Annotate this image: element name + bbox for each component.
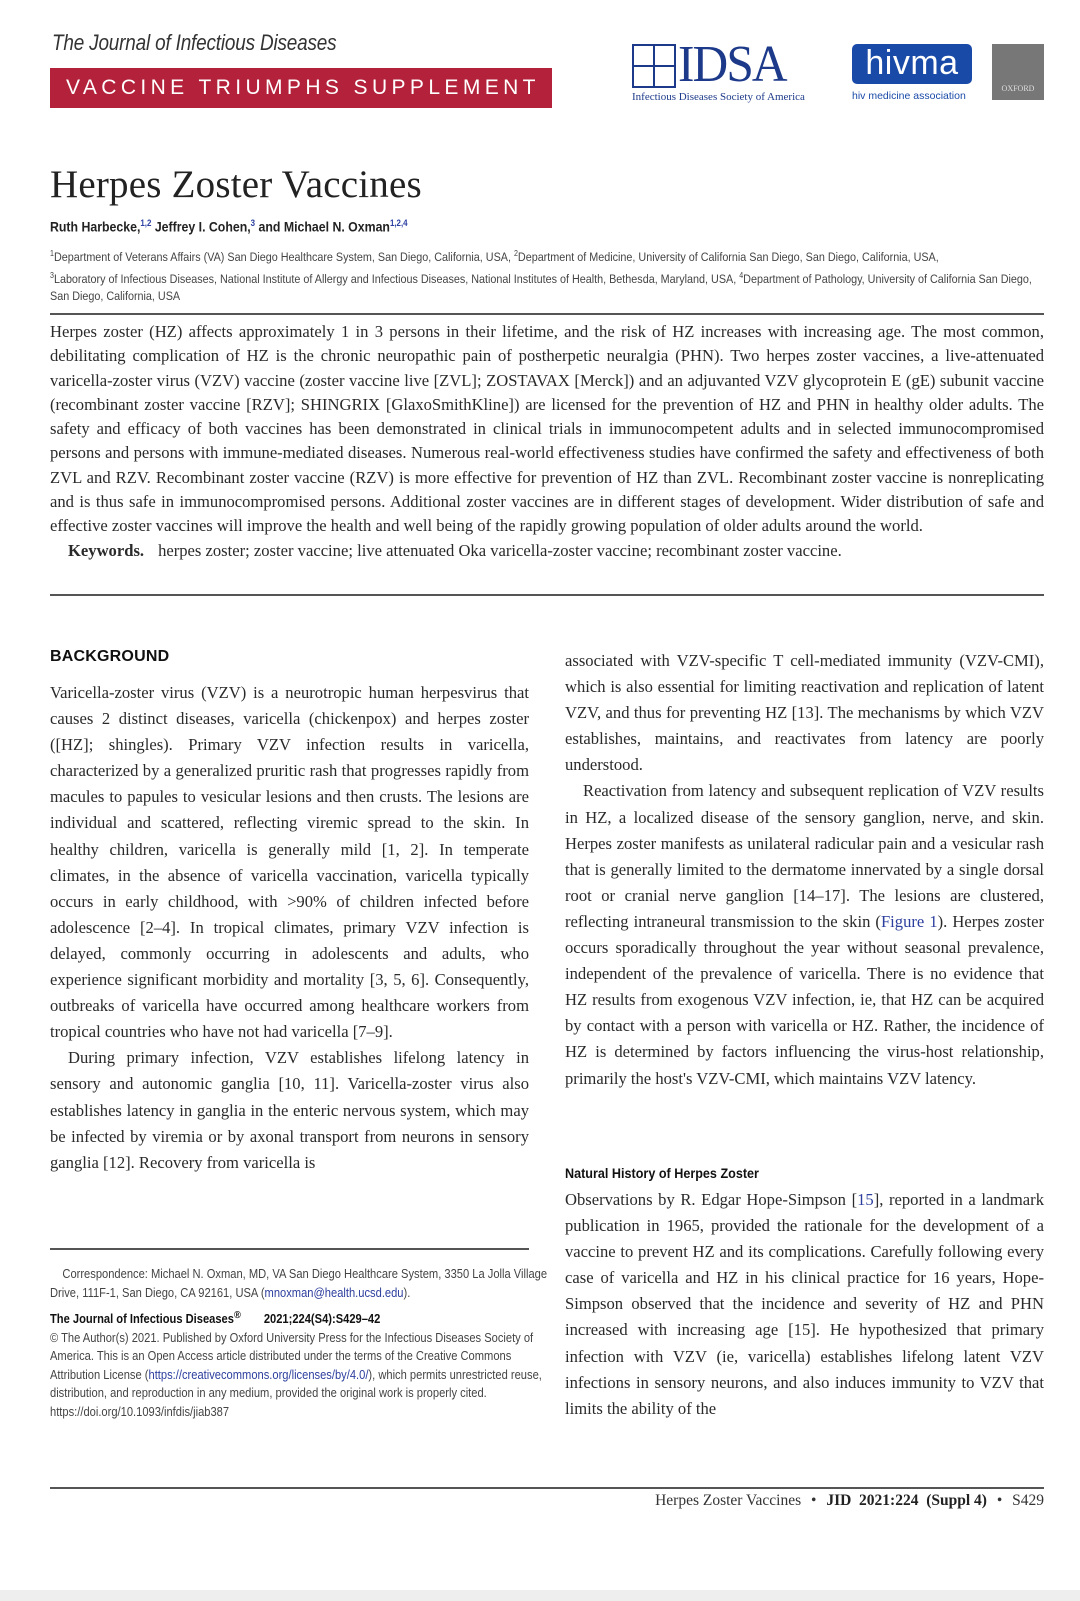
running-title: Herpes Zoster Vaccines bbox=[655, 1492, 802, 1509]
idsa-logo bbox=[632, 36, 842, 106]
correspondence-end: ). bbox=[403, 1285, 411, 1300]
affiliations bbox=[50, 245, 1041, 306]
license-link[interactable]: https://creativecommons.org/licenses/by/4.0/ bbox=[148, 1367, 369, 1382]
copyright-end: ), which permits unrestricted reuse, distribution, and reproduction in any medium, provided the original work is properly cited. bbox=[50, 1367, 542, 1401]
subsection-heading: Natural History of Herpes Zoster bbox=[565, 1165, 759, 1181]
journal-name: The Journal of Infectious Diseases bbox=[52, 30, 337, 55]
affiliation: Department of Veterans Affairs (VA) San Diego Healthcare System, San Diego, California, USA, bbox=[53, 250, 514, 265]
abstract-text: Herpes zoster (HZ) affects approximately 1 in 3 persons in their lifetime, and the risk of HZ increases with increasing age. The most common, debilitating complication of HZ is the chronic neuropathic pain of postherpetic neuralgia (PHN). Two herpes zoster vaccines, a live-attenuated varicella-zoster virus (VZV) vaccine (zoster vaccine live [ZVL]; ZOSTAVAX [Merck]) and an adjuvanted VZV glycoprotein E (gE) subunit vaccine (recombinant zoster vaccine [RZV]; SHINGRIX [GlaxoSmithKline]) are licensed for the prevention of HZ and PHN in healthy older adults. The safety and efficacy of both vaccines has been demonstrated in clinical trials in immunocompetent adults and in selected immunocompromised persons and persons with immune-mediated diseases. Numerous real-world effectiveness studies have confirmed the safety and effectiveness of both ZVL and RZV. Recombinant zoster vaccine (RZV) is more effective for prevention of HZ than ZVL. Recombinant zoster vaccine is nonreplicating and is thus safe in immunocompromised persons. Additional zoster vaccines are in different stages of development. Wider distribution of safe and effective zoster vaccines will improve the health and well being of the rapidly growing population of older adults around the world. bbox=[50, 322, 1044, 536]
paragraph-text: Reactivation from latency and subsequent replication of VZV results in HZ, a localized disease of the sensory ganglion, nerve, and skin. Herpes zoster manifests as unilateral radicular pain and a vesicular rash that is generally limited to the dermatome innervated by a single dorsal root or cranial nerve ganglion [14–17]. The lesions are clustered, reflecting intraneural transmission to the skin ( bbox=[565, 781, 1044, 931]
paragraph bbox=[565, 1187, 1044, 1422]
affiliation-sup: 2 bbox=[513, 249, 518, 258]
email-link[interactable]: mnoxman@health.ucsd.edu bbox=[264, 1285, 404, 1300]
idsa-subtitle: Infectious Diseases Society of America bbox=[632, 91, 805, 103]
hivma-letters: hivma bbox=[852, 44, 972, 84]
divider bbox=[50, 594, 1044, 596]
affiliation: Department of Medicine, University of California San Diego, San Diego, California, USA, bbox=[517, 250, 939, 265]
supplement-banner: VACCINE TRIUMPHS SUPPLEMENT bbox=[50, 68, 552, 108]
author-name: Jeffrey I. Cohen, bbox=[154, 218, 251, 235]
idsa-letters: IDSA bbox=[678, 36, 786, 93]
footer-divider bbox=[50, 1487, 1044, 1489]
divider bbox=[50, 313, 1044, 315]
keywords-label: Keywords. bbox=[68, 540, 145, 560]
article-title: Herpes Zoster Vaccines bbox=[50, 163, 422, 206]
doi-link[interactable]: https://doi.org/10.1093/infdis/jiab387 bbox=[50, 1404, 230, 1419]
hivma-subtitle: hiv medicine association bbox=[852, 90, 966, 102]
copyright-block bbox=[50, 1306, 558, 1421]
journal-name-footnote: The Journal of Infectious Diseases bbox=[50, 1312, 234, 1327]
oxford-logo: OXFORD bbox=[992, 44, 1044, 100]
bullet-separator: • bbox=[811, 1492, 817, 1509]
copyright-text: © The Author(s) 2021. Published by Oxford University Press for the Infectious Diseases Society of America. This is an Open Access article distributed under the terms of the Creative Commons Attribution License ( bbox=[50, 1330, 534, 1382]
paragraph: Varicella-zoster virus (VZV) is a neurotropic human herpesvirus that causes 2 distinct diseases, varicella (chickenpox) and herpes zoster ([HZ]; shingles). Primary VZV infection results in varicella, characterized by a generalized pruritic rash that progresses rapidly from macules to papules to vesicular lesions and then crusts. The lesions are individual and scattered, reflecting viremic spread to the skin. In healthy children, varicella is generally mild [1, 2]. In temperate climates, in the absence of varicella vaccination, varicella typically occurs in early childhood, with >90% of children infected before adolescence [2–4]. In tropical climates, primary VZV infection is delayed, commonly occurring in adolescents and adults, who experience significant morbidity and mortality [3, 5, 6]. Consequently, outbreaks of varicella have occurred among healthcare workers from tropical countries who have not had varicella [7–9]. bbox=[50, 683, 529, 1042]
paragraph: associated with VZV-specific T cell-mediated immunity (VZV-CMI), which is also essential for limiting reactivation and replication of latent VZV, and thus for preventing HZ [13]. The mechanisms by which VZV establishes, maintains, and reactivates from latency are poorly understood. bbox=[565, 651, 1044, 775]
idsa-emblem-icon bbox=[632, 44, 676, 88]
footnote-divider bbox=[50, 1248, 529, 1250]
bullet-separator: • bbox=[996, 1492, 1003, 1509]
figure-1-link[interactable]: Figure 1 bbox=[880, 911, 938, 931]
affiliation: Laboratory of Infectious Diseases, National Institute of Allergy and Infectious Diseases, National Institutes of Health, Bethesda, Maryland, USA, bbox=[53, 271, 740, 286]
author-affiliation-sup: 1,2 bbox=[140, 218, 152, 228]
section-heading-background: BACKGROUND bbox=[50, 648, 170, 665]
author-list bbox=[50, 218, 408, 235]
paragraph: During primary infection, VZV establishes lifelong latency in sensory and autonomic ganglia [10, 11]. Varicella-zoster virus also establishes latency in ganglia in the enteric nervous system, which may be infected by viremia or by axonal transport from neurons in sensory ganglia [12]. Recovery from varicella is bbox=[50, 1048, 529, 1172]
bottom-strip bbox=[0, 1590, 1080, 1601]
right-column bbox=[565, 648, 1044, 1092]
hivma-logo bbox=[852, 44, 974, 106]
affiliation-sup: 1 bbox=[50, 249, 54, 258]
author-name: Ruth Harbecke, bbox=[50, 218, 141, 235]
page-number: S429 bbox=[1012, 1492, 1044, 1509]
citation: 2021;224(S4):S429–42 bbox=[263, 1312, 381, 1327]
paragraph-text: ). Herpes zoster occurs sporadically throughout the year without seasonal prevalence, independent of the prevalence of varicella. There is no evidence that HZ results from exogenous VZV infection, ie, that HZ can be acquired by contact with a person with varicella or HZ. Rather, the incidence of HZ is determined by factors influencing the virus-host relationship, primarily the host's VZV-CMI, which maintains VZV latency. bbox=[565, 911, 1044, 1088]
registered-mark: ® bbox=[233, 1309, 241, 1321]
right-column-continued bbox=[565, 1187, 1044, 1422]
reference-link[interactable]: 15 bbox=[857, 1190, 874, 1209]
abstract bbox=[50, 320, 1044, 563]
keywords bbox=[50, 539, 1044, 563]
paragraph bbox=[565, 778, 1044, 1091]
left-column bbox=[50, 680, 529, 1176]
paragraph-text: Observations by R. Edgar Hope-Simpson [ bbox=[565, 1190, 858, 1209]
affiliation-sup: 4 bbox=[739, 270, 744, 280]
affiliation: Department of Pathology, University of California San Diego, San Diego, California, USA bbox=[50, 271, 1032, 304]
correspondence bbox=[50, 1265, 558, 1302]
author-name: and Michael N. Oxman bbox=[258, 218, 390, 235]
journal-abbrev: JID 2021:224 (Suppl 4) bbox=[826, 1492, 987, 1509]
affiliation-sup: 3 bbox=[50, 270, 54, 280]
keywords-text: herpes zoster; zoster vaccine; live attenuated Oka varicella-zoster vaccine; recombinant zoster vaccine. bbox=[158, 540, 842, 560]
page-footer bbox=[655, 1492, 1044, 1510]
author-affiliation-sup: 1,2,4 bbox=[389, 218, 408, 228]
paragraph-text: ], reported in a landmark publication in 1965, provided the rationale for the development of a vaccine to prevent HZ and its complications. Carefully following every case of varicella and HZ in his clinical practice for 16 years, Hope-Simpson observed that the incidence and severity of HZ and PHN increased with increasing age [15]. He hypothesized that primary infection with VZV (ie, varicella) establishes lifelong latent VZV infections in sensory neurons, and also induces immunity to VZV that limits the ability of the bbox=[565, 1190, 1044, 1418]
author-affiliation-sup: 3 bbox=[250, 218, 256, 228]
correspondence-text: Correspondence: Michael N. Oxman, MD, VA San Diego Healthcare System, 3350 La Jolla Village Drive, 111F-1, San Diego, CA 92161, USA ( bbox=[50, 1267, 548, 1300]
